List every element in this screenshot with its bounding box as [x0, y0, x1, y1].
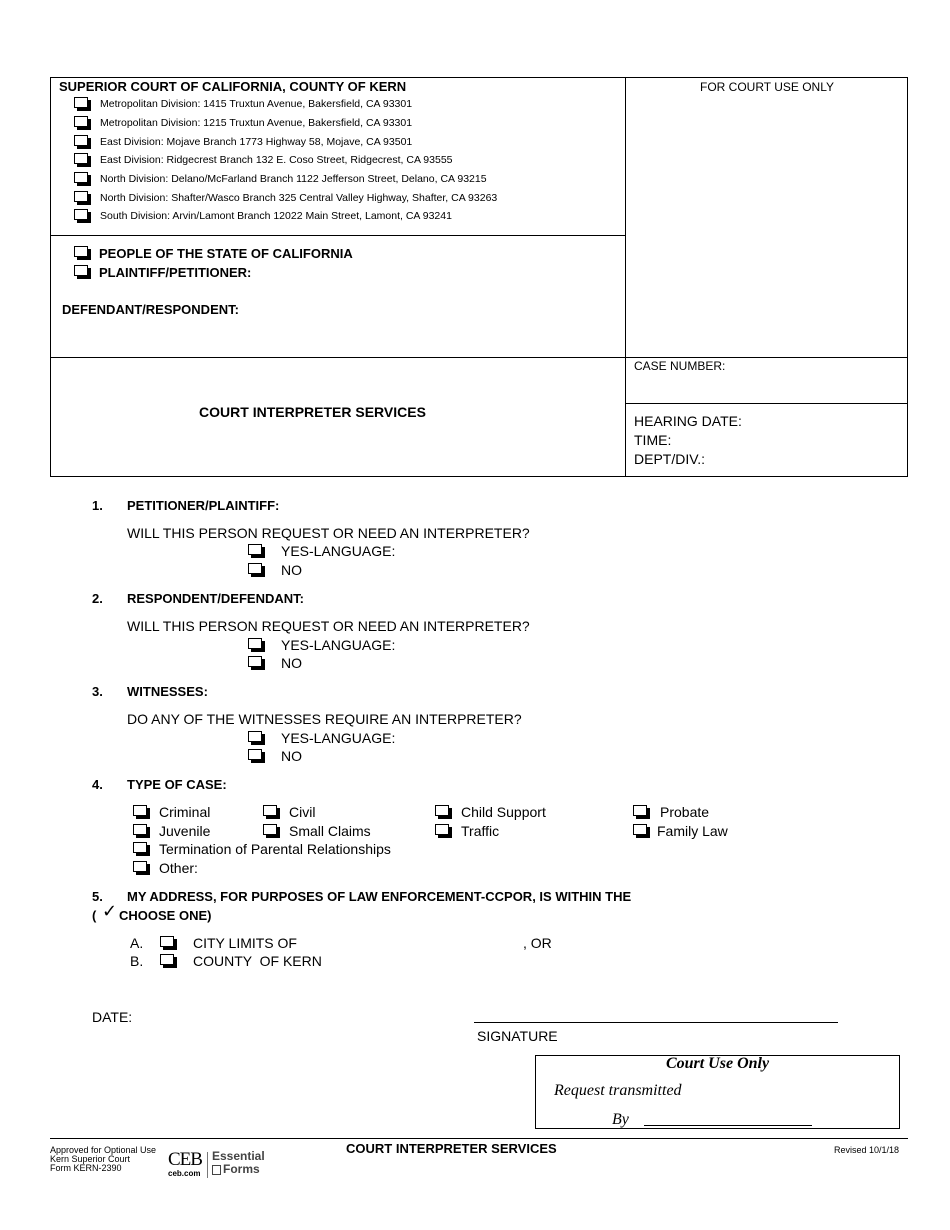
other-checkbox[interactable]	[133, 861, 147, 872]
section-5-choose: CHOOSE ONE)	[119, 908, 212, 923]
option-a-letter: A.	[130, 935, 144, 951]
header-vertical-divider	[625, 77, 626, 477]
small-claims-label: Small Claims	[289, 823, 371, 839]
civil-label: Civil	[289, 804, 316, 820]
other-label: Other:	[159, 860, 198, 876]
divider-parties-title	[50, 357, 908, 358]
people-label: PEOPLE OF THE STATE OF CALIFORNIA	[99, 246, 353, 261]
ceb-logo	[168, 1150, 208, 1180]
ceb-logo-sub: ceb.com	[168, 1169, 201, 1178]
section-1-question: WILL THIS PERSON REQUEST OR NEED AN INTERPRETER?	[127, 525, 530, 541]
probate-checkbox[interactable]	[633, 805, 647, 816]
request-transmitted-label: Request transmitted	[554, 1082, 682, 1099]
approved-line-3: Form KERN-2390	[50, 1163, 122, 1173]
section-3-number: 3.	[92, 684, 103, 699]
small-claims-checkbox[interactable]	[263, 824, 277, 835]
section-2-no-checkbox[interactable]	[248, 656, 262, 667]
plaintiff-label: PLAINTIFF/PETITIONER:	[99, 265, 252, 280]
juvenile-label: Juvenile	[159, 823, 211, 839]
section-3-yes-checkbox[interactable]	[248, 731, 262, 742]
logo-divider	[207, 1152, 208, 1178]
court-name: SUPERIOR COURT OF CALIFORNIA, COUNTY OF KERN	[59, 79, 407, 94]
probate-label: Probate	[660, 804, 710, 820]
division-checkbox-1[interactable]	[74, 97, 88, 108]
section-1-title: PETITIONER/PLAINTIFF:	[127, 498, 280, 513]
divider-court-parties	[50, 235, 625, 236]
city-limits-label: CITY LIMITS OF	[193, 935, 297, 951]
case-number-label: CASE NUMBER:	[634, 359, 726, 373]
approved-line-2: Kern Superior Court	[50, 1154, 131, 1164]
division-label-4: East Division: Ridgecrest Branch 132 E. Coso Street, Ridgecrest, CA 93555	[100, 154, 453, 166]
date-label: DATE:	[92, 1009, 133, 1025]
time-label: TIME:	[634, 432, 672, 448]
city-limits-checkbox[interactable]	[160, 936, 174, 947]
approved-line-1: Approved for Optional Use	[50, 1145, 157, 1155]
essential-logo-text: Essential	[212, 1149, 265, 1163]
division-checkbox-3[interactable]	[74, 135, 88, 146]
division-checkbox-5[interactable]	[74, 172, 88, 183]
division-label-5: North Division: Delano/McFarland Branch 1122 Jefferson Street, Delano, CA 93215	[100, 173, 487, 185]
footer-rule	[50, 1138, 908, 1139]
court-use-title: Court Use Only	[665, 1055, 770, 1072]
section-1-yes-label: YES-LANGUAGE:	[281, 543, 396, 559]
traffic-checkbox[interactable]	[435, 824, 449, 835]
juvenile-checkbox[interactable]	[133, 824, 147, 835]
hearing-date-label: HEARING DATE:	[634, 413, 742, 429]
section-2-title: RESPONDENT/DEFENDANT:	[127, 591, 304, 606]
section-2-yes-checkbox[interactable]	[248, 638, 262, 649]
defendant-label: DEFENDANT/RESPONDENT:	[62, 302, 239, 317]
division-checkbox-7[interactable]	[74, 209, 88, 220]
termination-label: Termination of Parental Relationships	[159, 841, 391, 857]
section-3-question: DO ANY OF THE WITNESSES REQUIRE AN INTERPRETER?	[127, 711, 522, 727]
city-limits-or: , OR	[523, 935, 552, 951]
divider-case-hearing	[625, 403, 908, 404]
essential-forms-logo	[212, 1150, 265, 1176]
option-b-letter: B.	[130, 953, 144, 969]
section-3-title: WITNESSES:	[127, 684, 208, 699]
division-label-2: Metropolitan Division: 1215 Truxtun Avenue, Bakersfield, CA 93301	[100, 117, 413, 129]
division-label-6: North Division: Shafter/Wasco Branch 325 Central Valley Highway, Shafter, CA 93263	[100, 192, 498, 204]
by-label: By	[612, 1111, 629, 1128]
section-1-number: 1.	[92, 498, 103, 513]
section-5-title: MY ADDRESS, FOR PURPOSES OF LAW ENFORCEMENT-CCPOR, IS WITHIN THE	[127, 889, 632, 904]
revised-date: Revised 10/1/18	[834, 1145, 900, 1155]
civil-checkbox[interactable]	[263, 805, 277, 816]
section-1-no-checkbox[interactable]	[248, 563, 262, 574]
section-3-no-label: NO	[281, 748, 302, 764]
county-kern-checkbox[interactable]	[160, 954, 174, 965]
form-title: COURT INTERPRETER SERVICES	[199, 404, 426, 420]
section-5-paren: (	[92, 908, 97, 923]
section-5-number: 5.	[92, 889, 103, 904]
by-line[interactable]	[644, 1125, 812, 1126]
section-1-no-label: NO	[281, 562, 302, 578]
section-2-yes-label: YES-LANGUAGE:	[281, 637, 396, 653]
division-label-1: Metropolitan Division: 1415 Truxtun Avenue, Bakersfield, CA 93301	[100, 98, 413, 110]
checkmark-icon: ✓	[102, 901, 118, 922]
division-checkbox-2[interactable]	[74, 116, 88, 127]
signature-label: SIGNATURE	[477, 1028, 558, 1044]
criminal-checkbox[interactable]	[133, 805, 147, 816]
child-support-checkbox[interactable]	[435, 805, 449, 816]
section-2-question: WILL THIS PERSON REQUEST OR NEED AN INTERPRETER?	[127, 618, 530, 634]
family-law-checkbox[interactable]	[633, 824, 647, 835]
section-2-no-label: NO	[281, 655, 302, 671]
section-4-number: 4.	[92, 777, 103, 792]
footer-title: COURT INTERPRETER SERVICES	[346, 1141, 557, 1156]
child-support-label: Child Support	[461, 804, 546, 820]
plaintiff-checkbox[interactable]	[74, 265, 88, 276]
section-2-number: 2.	[92, 591, 103, 606]
traffic-label: Traffic	[461, 823, 500, 839]
forms-logo-text: Forms	[223, 1162, 260, 1176]
family-law-label: Family Law	[657, 823, 728, 839]
county-kern-label: COUNTY OF KERN	[193, 953, 322, 969]
criminal-label: Criminal	[159, 804, 211, 820]
termination-checkbox[interactable]	[133, 842, 147, 853]
dept-label: DEPT/DIV.:	[634, 451, 706, 467]
court-use-only-label: FOR COURT USE ONLY	[699, 80, 835, 94]
people-checkbox[interactable]	[74, 246, 88, 257]
section-3-yes-label: YES-LANGUAGE:	[281, 730, 396, 746]
division-checkbox-6[interactable]	[74, 191, 88, 202]
section-4-title: TYPE OF CASE:	[127, 777, 227, 792]
division-checkbox-4[interactable]	[74, 153, 88, 164]
division-label-7: South Division: Arvin/Lamont Branch 12022 Main Street, Lamont, CA 93241	[100, 210, 452, 222]
section-1-yes-checkbox[interactable]	[248, 544, 262, 555]
section-3-no-checkbox[interactable]	[248, 749, 262, 760]
division-label-3: East Division: Mojave Branch 1773 Highway 58, Mojave, CA 93501	[100, 136, 413, 148]
forms-icon	[212, 1165, 221, 1175]
ceb-logo-text: CEB	[168, 1149, 202, 1170]
signature-line[interactable]	[474, 1022, 838, 1023]
